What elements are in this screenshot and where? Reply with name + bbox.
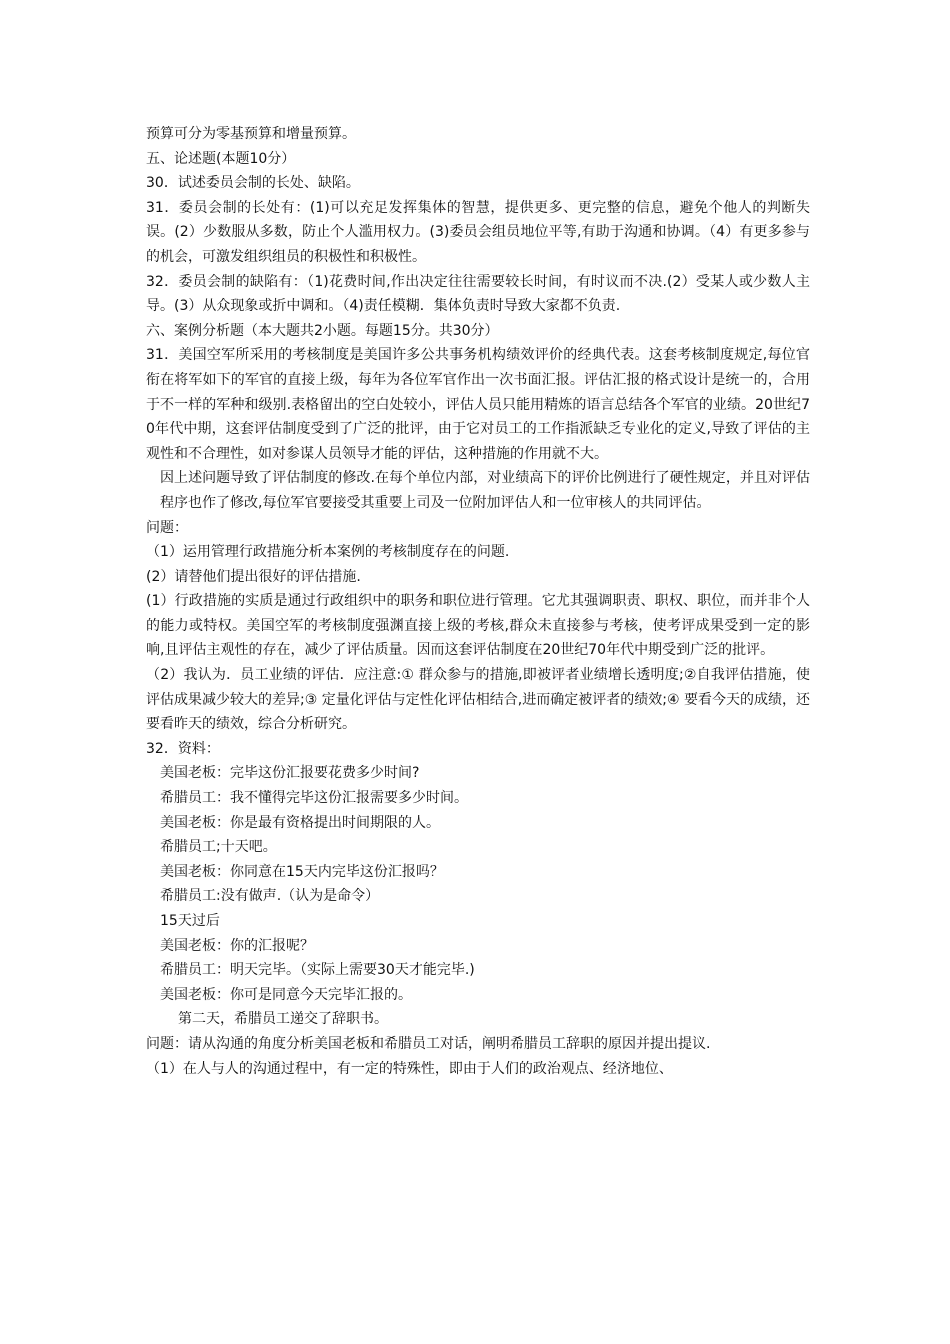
dialog-line: 美国老板：你可是同意今天完毕汇报的。 xyxy=(160,986,412,1003)
question-2: (2）请替他们提出很好的评估措施. xyxy=(146,568,361,585)
dialog-line: 美国老板：完毕这份汇报要花费多少时间? xyxy=(160,765,420,782)
answer-31-advantages: 31．委员会制的长处有：(1)可以充足发挥集体的智慧，提供更多、更完整的信息，避免个他人的判断失误。(2）少数服从多数，防止个人滥用权力。(3)委员会组员地位平等,有助于沟通和协调。（4）有更多参与的机会，可激发组织组员的积极性和积极性。 xyxy=(146,199,810,265)
dialog-line: 美国老板：你同意在15天内完毕这份汇报吗？ xyxy=(160,863,444,880)
dialog-line: 美国老板：你是最有资格提出时间期限的人。 xyxy=(160,814,440,831)
dialog-line: 希腊员工;十天吧。 xyxy=(160,839,277,856)
dialog-line: 希腊员工：明天完毕。（实际上需要30天才能完毕.) xyxy=(160,962,475,979)
dialog-line: 希腊员工:没有做声.（认为是命令） xyxy=(160,888,380,905)
case-31-description: 31．美国空军所采用的考核制度是美国许多公共事务机构绩效评价的经典代表。这套考核制度规定,每位官衔在将军如下的军官的直接上级，每年为各位军官作出一次书面汇报。评估汇报的格式设计是统一的，合用于不一样的军种和级别.表格留出的空白处较小，评估人员只能用精炼的语言总结各个军官的业绩。20世纪70年代中期，这套评估制度受到了广泛的批评，由于它对员工的工作指派缺乏专业化的定义,导致了评估的主观性和不合理性，如对参谋人员领导才能的评估，这种措施的作用就不大。 xyxy=(146,347,810,462)
section-heading-essay: 五、论述题(本题10分） xyxy=(146,150,296,167)
dialog-line: 15天过后 xyxy=(160,913,220,929)
answer-1: (1）行政措施的实质是通过行政组织中的职务和职位进行管理。它尤其强调职责、职权、职位，而并非个人的能力或特权。美国空军的考核制度强渊直接上级的考核,群众未直接参与考核，使考评成果受到一定的影响,且评估主观性的存在，减少了评估质量。因而这套评估制度在20世纪70年代中期受到广泛的批评。 xyxy=(146,593,810,659)
question-1: （1）运用管理行政措施分析本案例的考核制度存在的问题. xyxy=(146,544,510,561)
dialog-line: 希腊员工：我不懂得完毕这份汇报需要多少时间。 xyxy=(160,790,468,807)
document-body xyxy=(146,122,810,1081)
case-32-answer-1: （1）在人与人的沟通过程中，有一定的特殊性，即由于人们的政治观点、经济地位、 xyxy=(146,1060,673,1077)
case-32-question: 问题：请从沟通的角度分析美国老板和希腊员工对话，阐明希腊员工辞职的原因并提出提议. xyxy=(146,1035,711,1052)
case-32-heading: 32．资料： xyxy=(146,740,220,757)
question-30: 30．试述委员会制的长处、缺陷。 xyxy=(146,175,360,192)
paragraph-budget-note: 预算可分为零基预算和增量预算。 xyxy=(146,126,356,142)
dialog-line: 美国老板：你的汇报呢？ xyxy=(160,937,314,954)
answer-32-disadvantages: 32．委员会制的缺陷有：（1)花费时间,作出决定往往需要较长时间，有时议而不决.(2）受某人或少数人主导。(3）从众现象或折中调和。（4)责任模糊．集体负责时导致大家都不负责. xyxy=(146,273,810,315)
answer-2: （2）我认为．员工业绩的评估．应注意:① 群众参与的措施,即被评者业绩增长透明度;②自我评估措施，使评估成果减少较大的差异;③ 定量化评估与定性化评估相结合,进而确定被评者的绩效;④ 要看今天的成绩，还要看昨天的绩效，综合分析研究。 xyxy=(146,667,810,733)
dialog-outcome: 第二天，希腊员工递交了辞职书。 xyxy=(178,1011,388,1028)
section-heading-case-analysis: 六、案例分析题（本大题共2小题。每题15分。共30分） xyxy=(146,322,499,339)
questions-label: 问题： xyxy=(146,519,188,536)
case-31-continued: 因上述问题导致了评估制度的修改.在每个单位内部，对业绩高下的评价比例进行了硬性规定，并且对评估程序也作了修改,每位军官要接受其重要上司及一位附加评估人和一位审核人的共同评估。 xyxy=(160,470,810,511)
